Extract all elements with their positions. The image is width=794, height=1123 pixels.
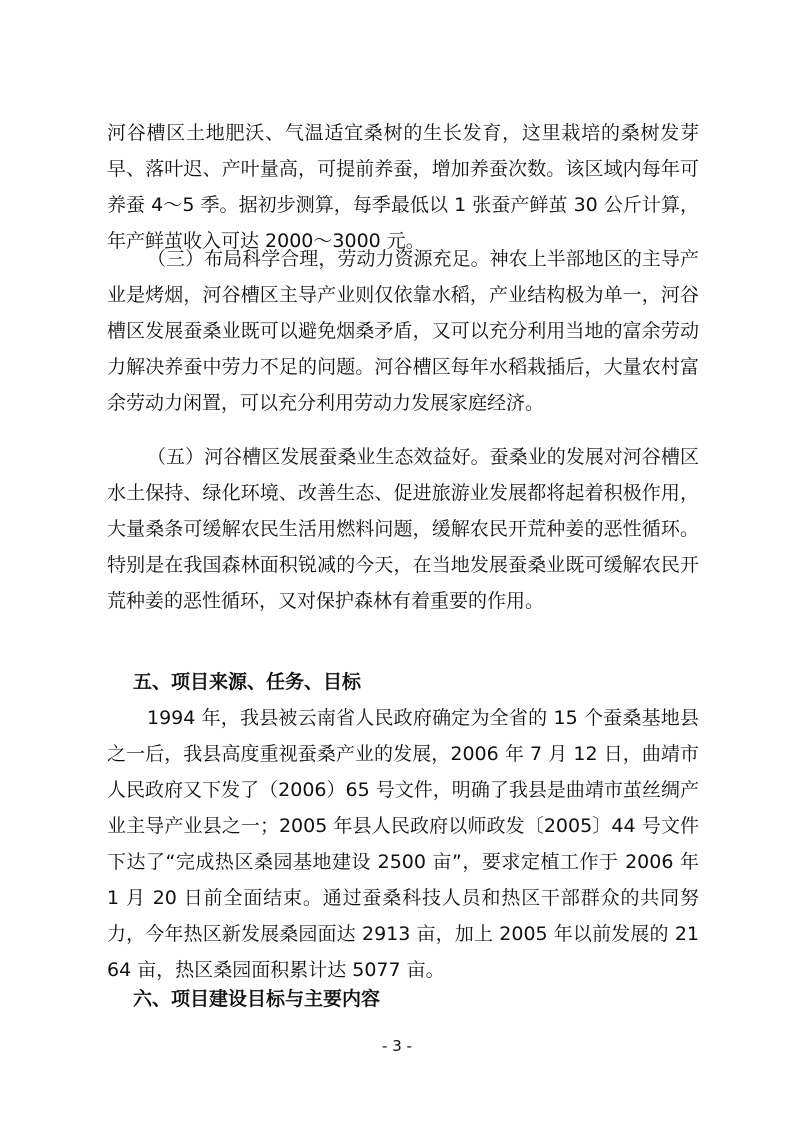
paragraph-project-source: 1994 年，我县被云南省人民政府确定为全省的 15 个蚕桑基地县之一后，我县高度重视蚕桑产业的发展，2006 年 7 月 12 日，曲靖市人民政府又下发了（2006）65 号文件，明确了我县是曲靖市茧丝绸产业主导产业县之一；2005 年县人民政府以师政发〔2005〕44 号文件下达了“完成热区桑园基地建设 2500 亩”，要求定植工作于 2006 年 1 月 20 日前全面结束。通过蚕桑科技人员和热区干部群众的共同努力，今年热区新发展桑园面达 2913 亩，加上 2005 年以前发展的 2164 亩，热区桑园面积累计达 5077 亩。	[107, 707, 699, 981]
section-heading-6: 六、项目建设目标与主要内容	[133, 988, 381, 1010]
paragraph-ecological-benefit: （五）河谷槽区发展蚕桑业生态效益好。蚕桑业的发展对河谷槽区水土保持、绿化环境、改善生态、促进旅游业发展都将起着积极作用，大量桑条可缓解农民生活用燃料问题，缓解农民开荒种姜的恶性循环。特别是在我国森林面积锐减的今天，在当地发展蚕桑业既可缓解农民开荒种姜的恶性循环，又对保护森林有着重要的作用。	[107, 446, 699, 612]
page-number: - 3 -	[382, 1037, 412, 1055]
paragraph-soil-climate: 河谷槽区土地肥沃、气温适宜桑树的生长发育，这里栽培的桑树发芽早、落叶迟、产叶量高，可提前养蚕，增加养蚕次数。该区域内每年可养蚕 4～5 季。据初步测算，每季最低以 1 张蚕产鲜茧 30 公斤计算，年产鲜茧收入可达 2000～3000 元。	[107, 122, 699, 252]
paragraph-layout-labor: （三）布局科学合理，劳动力资源充足。神农上半部地区的主导产业是烤烟，河谷槽区主导产业则仅依靠水稻，产业结构极为单一，河谷槽区发展蚕桑业既可以避免烟桑矛盾，又可以充分利用当地的富余劳动力解决养蚕中劳力不足的问题。河谷槽区每年水稻栽插后，大量农村富余劳动力闲置，可以充分利用劳动力发展家庭经济。	[107, 248, 699, 414]
section-heading-5: 五、项目来源、任务、目标	[133, 671, 362, 693]
